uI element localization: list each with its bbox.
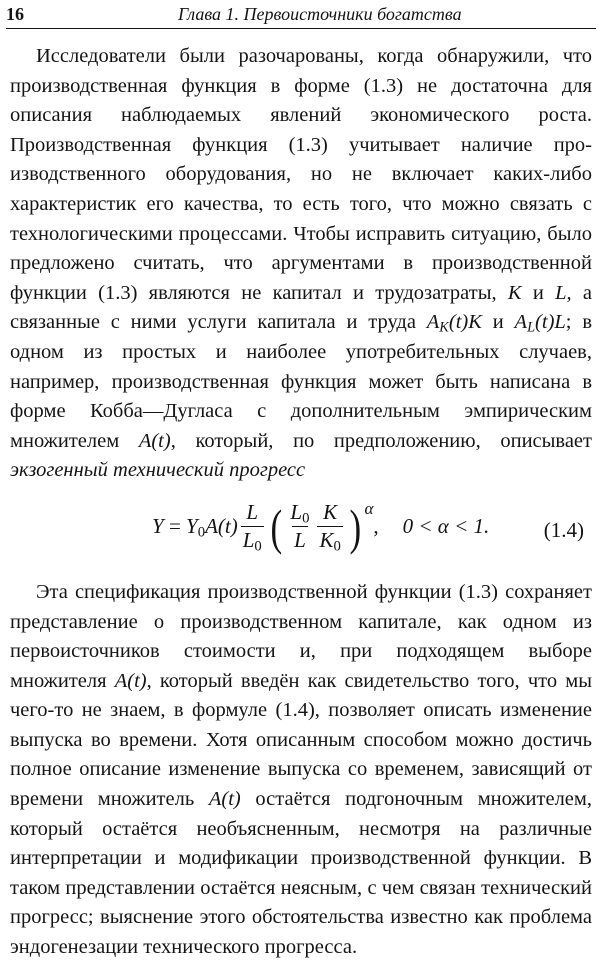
paragraph-1-text-d: , который, по предположению, описывает — [170, 429, 592, 452]
fraction-K-over-K0-den-sub: 0 — [333, 539, 341, 556]
fraction-L-over-L0-den-sub: 0 — [254, 539, 262, 556]
formula-Y0-main: Y — [186, 514, 198, 539]
fraction-L-over-L0-num: L — [246, 500, 259, 525]
symbol-At-3: A(t) — [208, 788, 241, 811]
paragraph-2 — [10, 578, 592, 963]
fraction-K-over-K0-den-main: K — [319, 528, 334, 553]
fraction-L-over-L0-den-main: L — [242, 528, 255, 553]
formula-condition: 0 < α < 1. — [402, 514, 490, 539]
paragraph-2-text-b: , который введён как свидетельство того, что мы чего-то не знаем, в формуле (1.4), позволяет описать изменение выпуска во времени. Хотя описанным способом можно достичь полное описание изменение выпуска со временем, зависящий от времени множитель — [10, 669, 592, 811]
fraction-K-over-K0-num: K — [323, 500, 338, 525]
symbol-AL-arg: (t)L — [535, 311, 566, 334]
running-header — [6, 2, 596, 26]
symbol-AL-sub: L — [527, 319, 536, 336]
symbol-AK-arg: (t)K — [448, 311, 482, 334]
fraction-L0-over-L — [288, 502, 311, 551]
symbol-AK-main: A — [426, 311, 440, 334]
symbol-At-2: A(t) — [114, 669, 147, 692]
fraction-L-over-L0-den — [241, 526, 264, 556]
paragraph-1-text-b: , а связанные с ними услуги капитала и труда — [10, 281, 592, 334]
fraction-L0-over-L-num — [288, 502, 311, 526]
formula-expression — [152, 498, 490, 556]
symbol-AL-main: A — [514, 311, 528, 334]
fraction-K-over-K0 — [317, 500, 342, 556]
fraction-K-over-K0-den — [317, 526, 342, 556]
chapter-title: Глава 1. Первоисточники богатства — [178, 4, 462, 24]
paragraph-2-text-a: Эта спецификация производственной функции (1.3) сохраняет представление о производственном капитале, как одном из первоисточников стоимости и, при подходящем выборе множителя — [10, 580, 592, 692]
paragraph-1-text-a: Исследователи были разочарованы, когда обнаружили, что производственная функция в форме (1.3) не достаточна для описания наблюдаемых явлений экономического роста. Производственная функция (1.3) учитывает наличие производственного оборудования, но не включает каких-либо характеристик его качества, то есть того, что можно связать с технологическими процессами. Чтобы исправить ситуацию, было предложено считать, что аргументами в производственной функции (1.3) являются не капитал и трудозатраты, — [10, 45, 592, 304]
page-body — [10, 42, 592, 963]
fraction-L0-over-L-num-main: L — [290, 500, 303, 525]
formula-Y0-sub: 0 — [197, 525, 206, 542]
emphasis-exogenous-progress: экзогенный технический прогресс — [10, 459, 306, 482]
equation-number: (1.4) — [543, 517, 584, 542]
symbol-At: A(t) — [138, 429, 171, 452]
paragraph-2-text-c: остаётся подгоночным множителем, который остаётся необъясненным, несмотря на различные интерпретации и модификации производственной функции. В таком представлении остаётся неясным, с чем связан технический прогресс; выяснение этого обстоятельства известно как проблема эндогенезации технического прогресса. — [10, 788, 592, 959]
formula-1-4 — [10, 486, 592, 578]
fraction-L-over-L0 — [241, 500, 264, 556]
exponent-alpha: α — [364, 499, 374, 519]
left-paren: ( — [270, 498, 282, 555]
right-paren: ) — [349, 498, 361, 555]
page-number: 16 — [6, 4, 24, 24]
formula-comma: , — [373, 514, 379, 539]
paragraph-1-conj-a: и — [521, 281, 556, 304]
formula-Y: Y — [152, 514, 164, 539]
paragraph-1-text-c: ; в одном из простых и наиболее употребительных случаев, например, производственная функция может быть написана в форме Кобба—Дугласа с дополнительным эмпирическим множителем — [10, 311, 592, 452]
paragraph-1 — [10, 42, 592, 486]
symbol-AK-sub: K — [439, 319, 449, 336]
symbol-K: K — [507, 281, 522, 304]
formula-Y0 — [186, 514, 206, 542]
paragraph-1-conj-b: и — [481, 311, 515, 334]
formula-A-of-t: A(t) — [205, 514, 238, 539]
symbol-AK — [426, 311, 482, 336]
symbol-AL — [514, 311, 566, 336]
formula-equals: = — [163, 514, 187, 539]
fraction-L0-over-L-num-sub: 0 — [302, 511, 310, 528]
symbol-L: L — [555, 281, 567, 304]
fraction-L0-over-L-den: L — [294, 528, 306, 553]
header-rule — [6, 28, 596, 29]
